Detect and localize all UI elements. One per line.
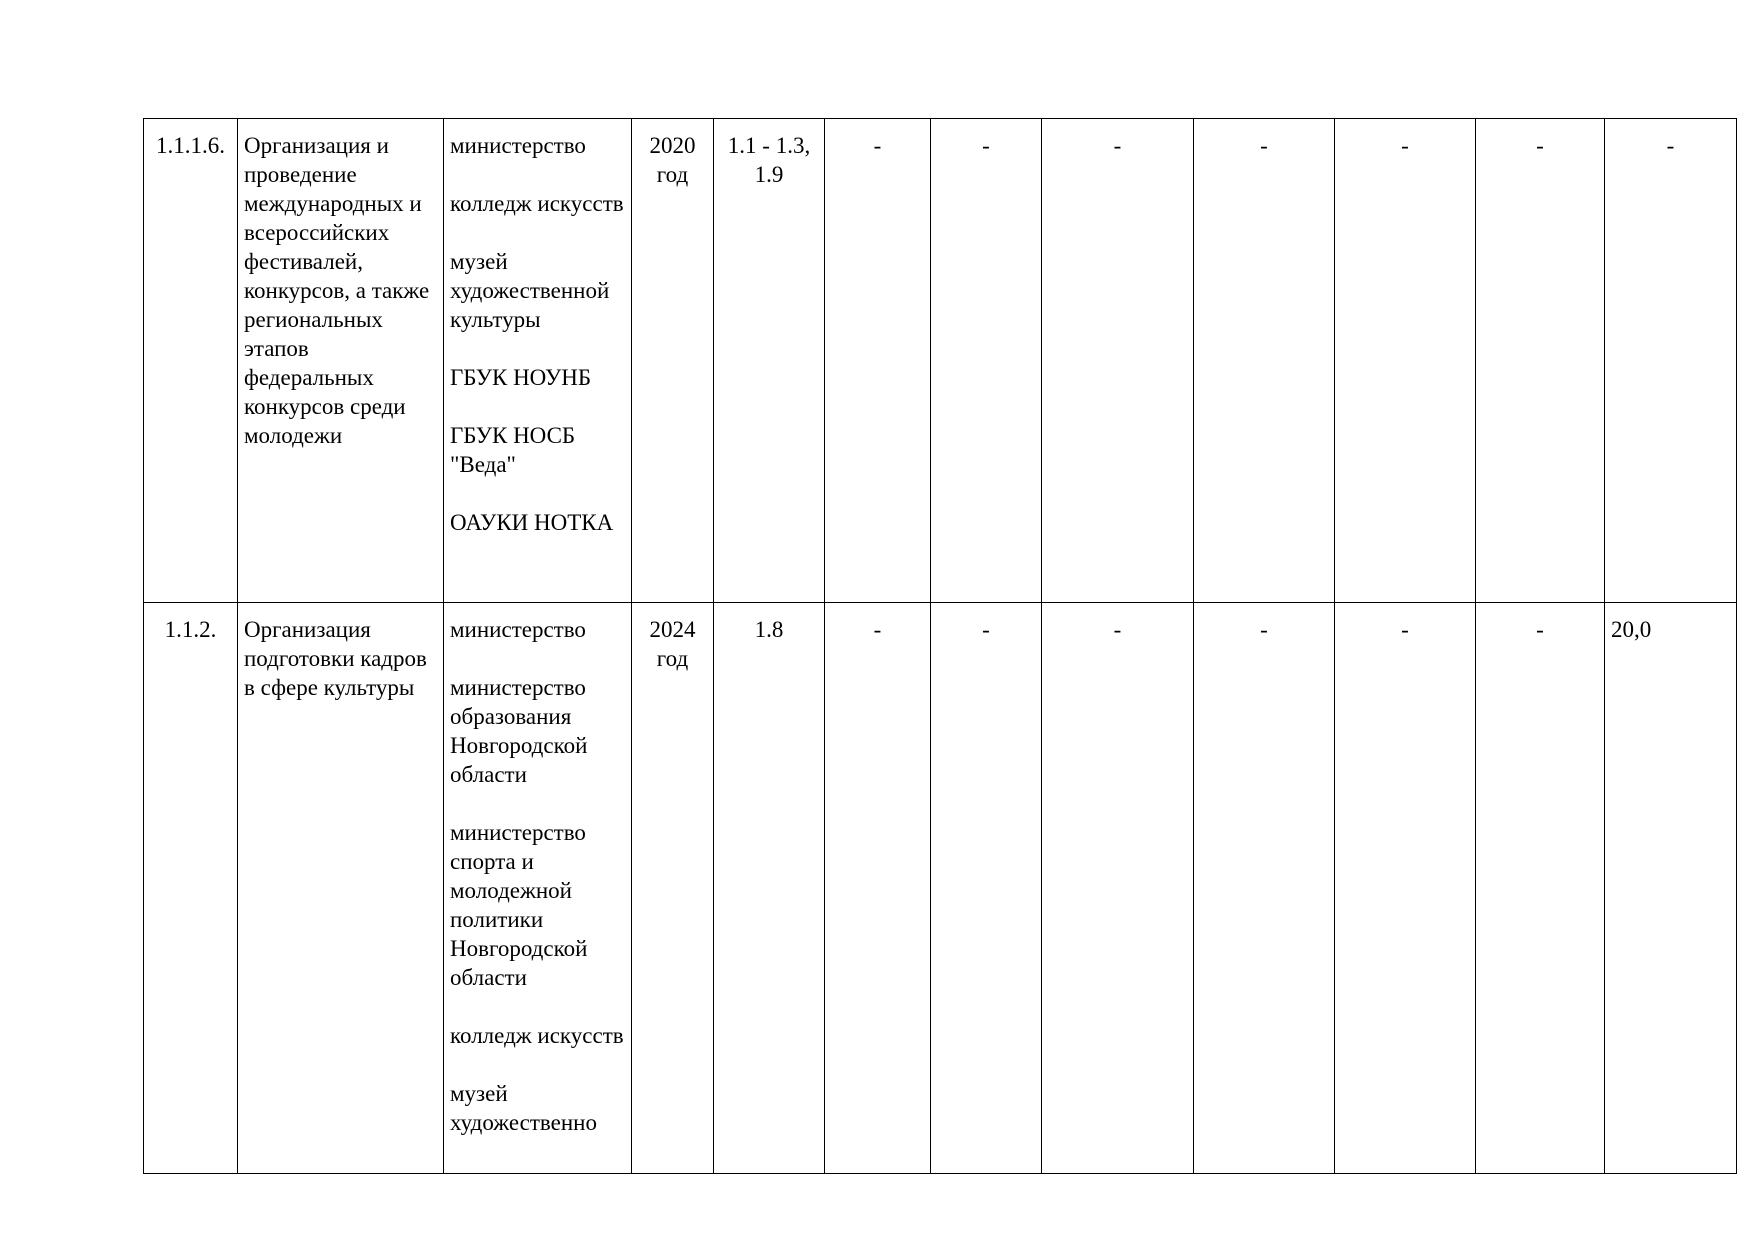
activity-title: Организация подготовки кадров в сфере культуры: [238, 603, 444, 1174]
target-indicators: 1.1 - 1.3, 1.9: [714, 119, 825, 603]
table-row: [144, 603, 1737, 1174]
value-cell: -: [1194, 119, 1335, 603]
value-cell: -: [1335, 603, 1476, 1174]
executor: ОАУКИ НОТКА: [450, 510, 614, 535]
value-cell: 20,0: [1605, 603, 1737, 1174]
activity-number: 1.1.1.6.: [144, 119, 238, 603]
table-row: [144, 119, 1737, 603]
executor: ГБУК НОСБ "Веда": [450, 423, 576, 477]
executors-cell: [444, 603, 632, 1174]
executor: музей художественно: [450, 1081, 597, 1135]
executor: министерство: [450, 617, 586, 642]
program-activities-table: [143, 118, 1737, 1174]
executor: ГБУК НОУНБ: [450, 365, 592, 390]
executor: колледж искусств: [450, 191, 624, 216]
value-cell: -: [931, 603, 1042, 1174]
value-cell: -: [825, 119, 931, 603]
period: 2024 год: [632, 603, 714, 1174]
target-indicators: 1.8: [714, 603, 825, 1174]
activity-number: 1.1.2.: [144, 603, 238, 1174]
value-cell: -: [1335, 119, 1476, 603]
value-cell: -: [931, 119, 1042, 603]
executor: музей художественной культуры: [450, 249, 610, 332]
executor: министерство образования Новгородской области: [450, 675, 588, 787]
value-cell: -: [825, 603, 931, 1174]
executor: министерство спорта и молодежной политики Новгородской области: [450, 820, 588, 990]
value-cell: -: [1605, 119, 1737, 603]
executor: колледж искусств: [450, 1023, 624, 1048]
value-cell: -: [1476, 119, 1605, 603]
value-cell: -: [1476, 603, 1605, 1174]
value-cell: -: [1194, 603, 1335, 1174]
value-cell: -: [1042, 603, 1194, 1174]
activity-title: Организация и проведение международных и всероссийских фестивалей, конкурсов, а также региональных этапов федеральных конкурсов среди молодежи: [238, 119, 444, 603]
period: 2020 год: [632, 119, 714, 603]
executors-cell: [444, 119, 632, 603]
executor: министерство: [450, 133, 586, 158]
value-cell: -: [1042, 119, 1194, 603]
